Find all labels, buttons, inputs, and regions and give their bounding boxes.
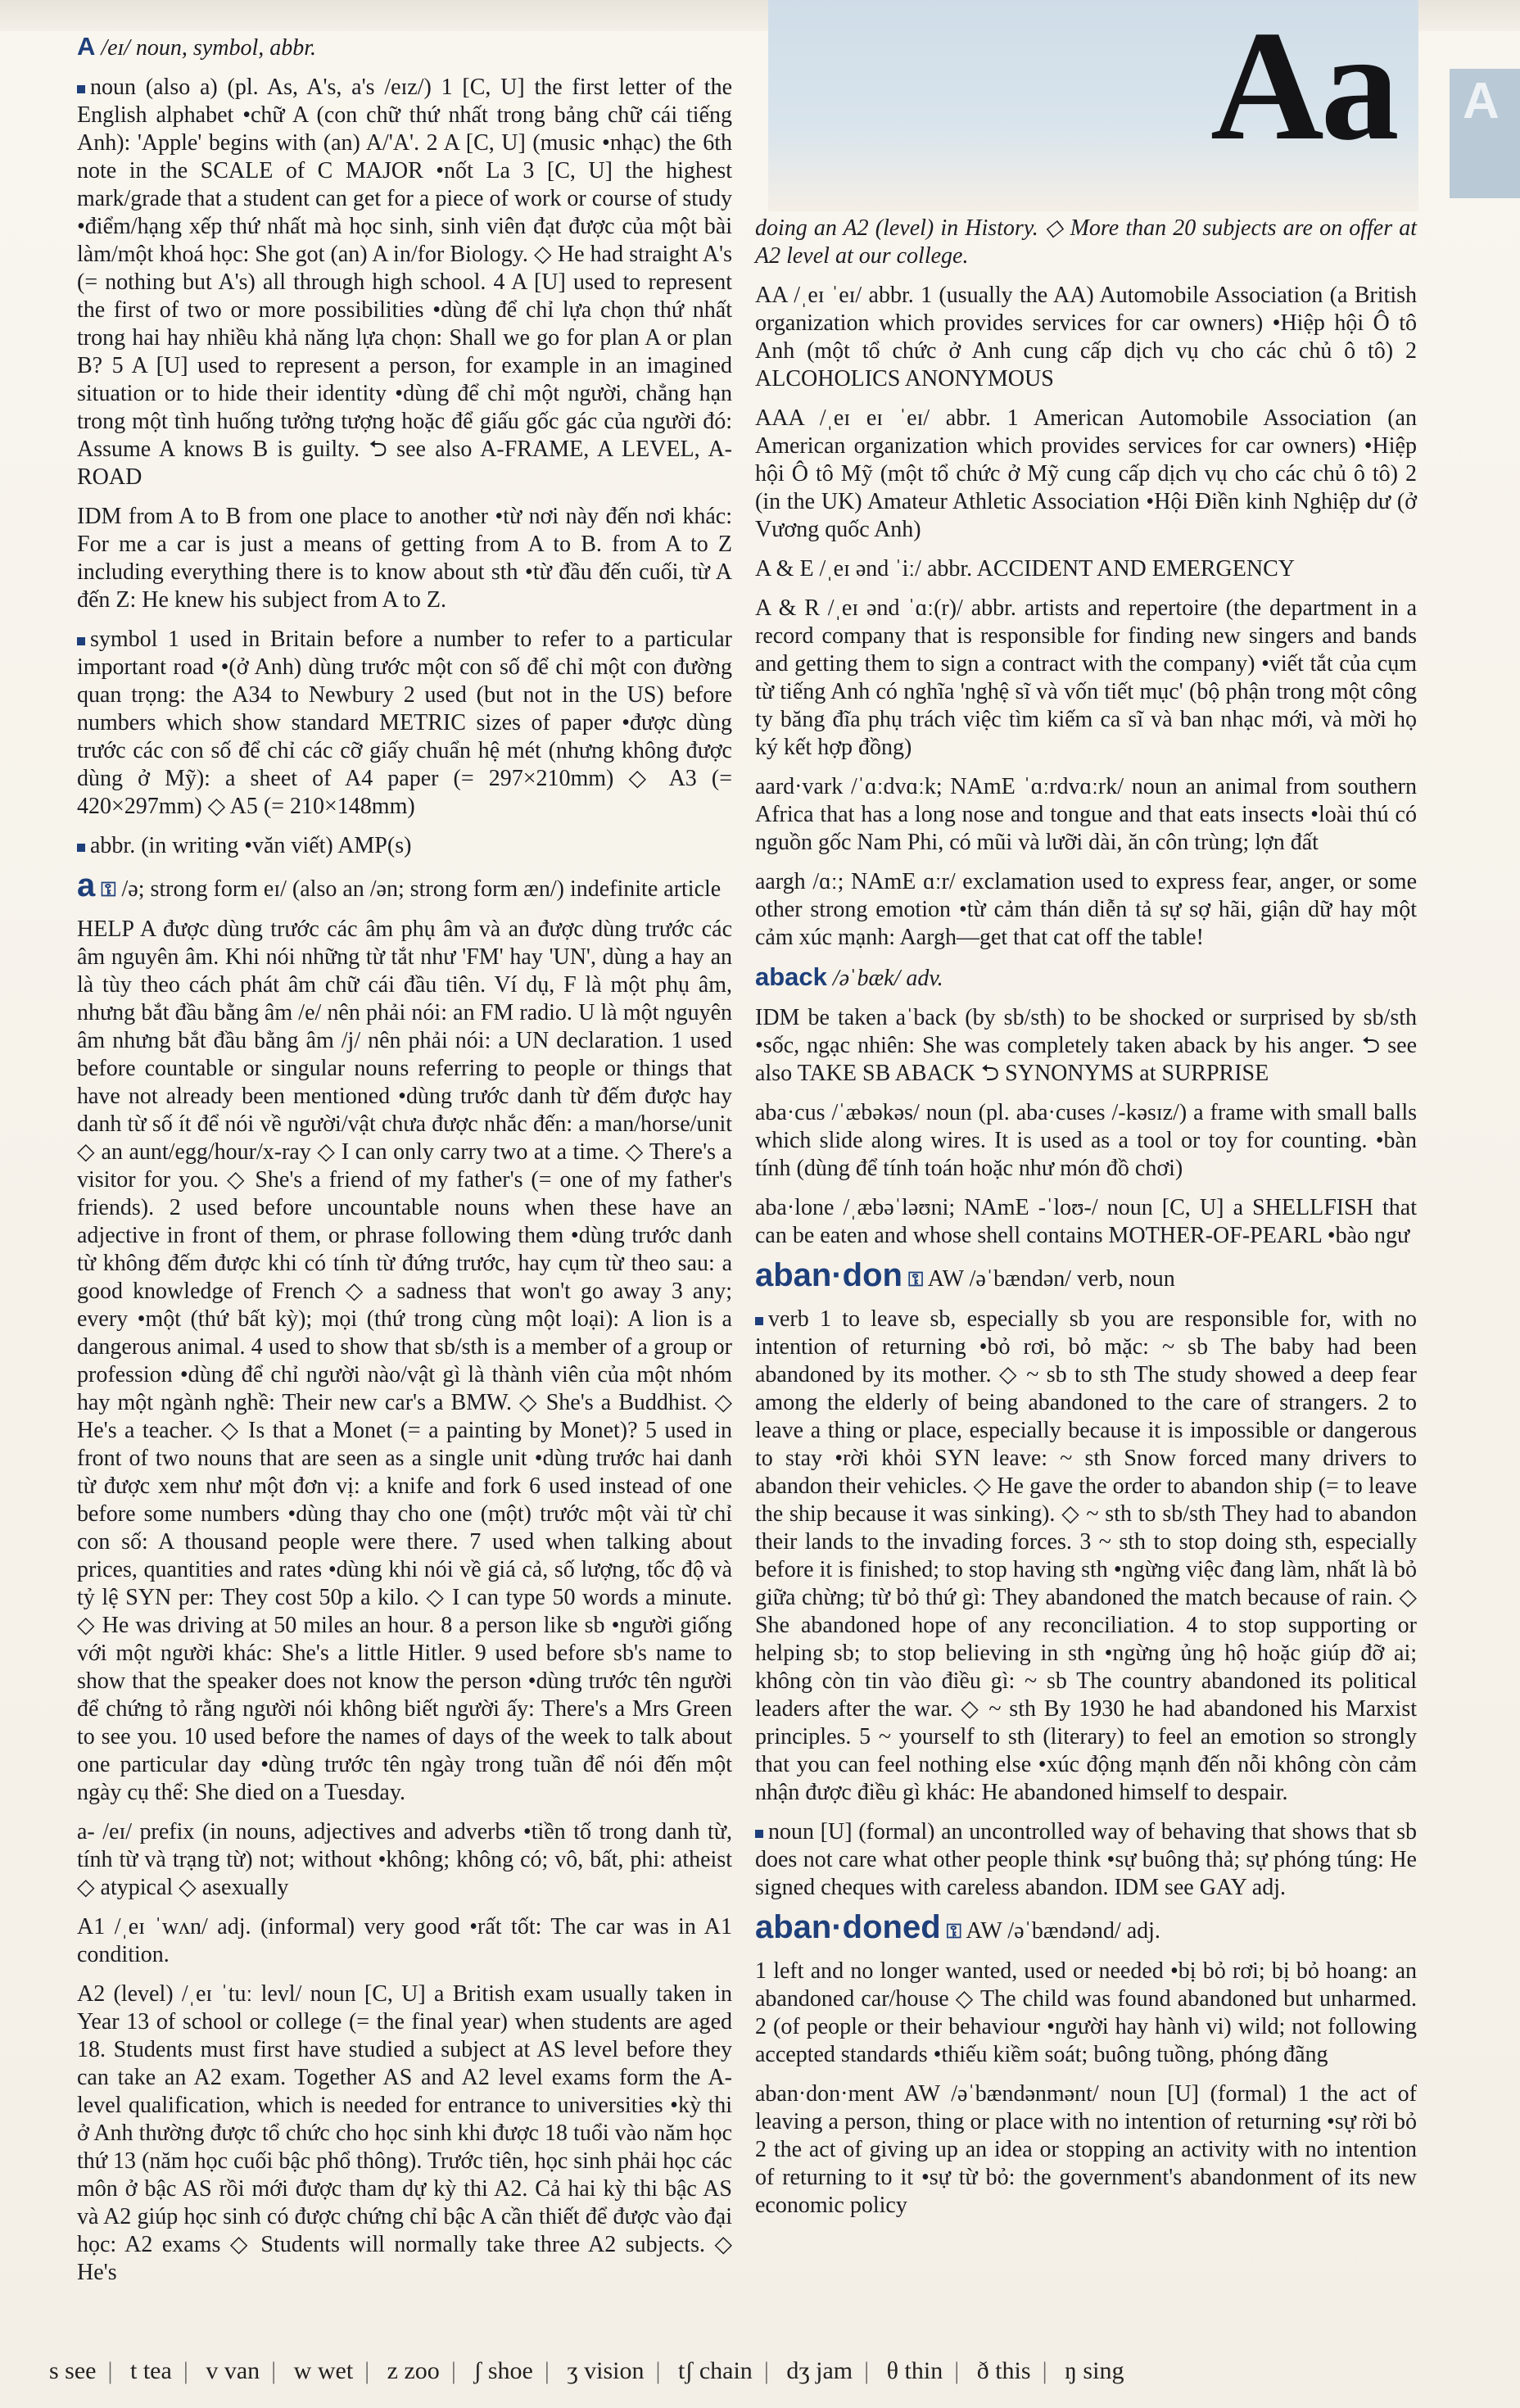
square-bullet-icon	[755, 1317, 763, 1325]
entry-text: verb 1 to leave sb, especially sb you are responsible for, with no intention of returning •bỏ rơi, bỏ mặc: ~ sb The baby had been abandoned by its mother. ◇ ~ sb to sth The study showed a deep fear among the elderly of being abandoned to the care of strangers. 2 to leave a thing or place, especially because it is impossible or dangerous to stay •rời khỏi SYN leave: ~ sth Snow forced many drivers to abandon their vehicles. ◇ He gave the order to abandon ship (= to leave the ship because it was sinking). ◇ ~ sth to sb/sth They had to abandon their lands to the invading forces. 3 ~ sth to stop doing sth, especially before it is finished; to stop having sth •ngừng việc đang làm, nhất là bỏ giữa chừng; từ bỏ thứ gì: They abandoned the match because of rain. ◇ She abandoned hope of any reconciliation. 4 to stop supporting or helping sb; to stop believing in sth •ngừng ủng hộ hoặc giúp đỡ ai; không còn tin vào điều gì: ~ sb The country abandoned its political leaders after the war. ◇ ~ sth By 1930 he had abandoned his Marxist principles. 5 ~ yourself to sth (literary) to feel an emotion so strongly that you can feel nothing else •xúc động mạnh đến nỗi không còn cảm nhận được điều gì khác: He abandoned himself to despair.	[755, 1306, 1417, 1805]
right-column	[755, 215, 1417, 2231]
entry-abandon-heading	[755, 1257, 1417, 1294]
entry-a2-continued	[755, 215, 1417, 270]
headword: a	[77, 867, 96, 903]
pron-key-w: w wet	[293, 2357, 354, 2384]
entry-article-heading	[77, 867, 732, 904]
pronunciation-key-footer	[49, 2357, 1425, 2385]
pron-key-j: dʒ jam	[786, 2357, 853, 2384]
entry-a-heading	[77, 33, 732, 62]
entry-abandon-noun	[755, 1818, 1417, 1902]
key-icon: ⚿	[946, 1921, 961, 1943]
separator: |	[1042, 2357, 1047, 2384]
entry-article-body	[77, 916, 732, 1807]
entry-text: symbol 1 used in Britain before a number to refer to a particular important road •(ở Anh) dùng trước một con số để chỉ một con đường quan trọng: the A34 to Newbury 2 used (but not in the US) before numbers which show standard METRIC sizes of paper •được dùng trước các con số để chỉ các cỡ giấy chuẩn hệ mét (nhưng không được dùng ở Mỹ): a sheet of A4 paper (= 297×210mm) ◇ A3 (= 420×297mm) ◇ A5 (= 210×148mm)	[77, 627, 732, 819]
entry-a-abbr	[77, 832, 732, 860]
entry-aaa	[755, 405, 1417, 544]
entry-pos: /ə; strong form eɪ/ (also an /ən; strong form æn/) indefinite article	[115, 876, 722, 902]
entry-abandonment	[755, 2080, 1417, 2220]
entry-aback-heading	[755, 963, 1417, 993]
entry-a-and-r	[755, 595, 1417, 762]
entry-text: IDM from A to B from one place to another •từ nơi này đến nơi khác: For me a car is just a means of getting from A to B. from A to Z including everything there is to know about sth •từ đầu đến cuối, từ A đến Z: He knew his subject from A to Z.	[77, 504, 732, 613]
separator: |	[763, 2357, 769, 2384]
key-icon: ⚿	[907, 1269, 924, 1291]
entry-text: noun (also a) (pl. As, A's, a's /eɪz/) 1 [C, U] the first letter of the English alphabet •chữ A (con chữ thứ nhất trong bảng chữ cái tiếng Anh): 'Apple' begins with (an) A/'A'. 2 A [C, U] (music •nhạc) the 6th note in the SCALE of C MAJOR •nốt La 3 [C, U] the highest mark/grade that a student can get for a piece of work or course of study •điểm/hạng xếp thứ nhất mà học sinh, sinh viên đạt được của một bài làm/một khoá học: She got (an) A in/for Biology. ◇ He had straight A's (= nothing but A's) all through high school. 4 A [U] used to represent the first of two or more possibilities •dùng để chỉ lựa chọn thứ nhất trong hai hay nhiều khả năng lựa chọn: Shall we go for plan A or plan B? 5 A [U] used to represent a person, for example in an imagined situation or to hide their identity •dùng để chỉ một người, chẳng hạn trong một tình huống tưởng tượng hoặc để giấu gốc gác của người đó: Assume A knows B is guilty. ⮌ see also A-FRAME, A LEVEL, A-ROAD	[77, 75, 732, 490]
thumb-index-letter: A	[1463, 73, 1500, 129]
separator: |	[864, 2357, 870, 2384]
headword: aban·don	[755, 1257, 902, 1293]
separator: |	[183, 2357, 188, 2384]
entry-a-idiom	[77, 503, 732, 614]
pron-key-th: θ thin	[886, 2357, 943, 2384]
entry-text: noun [U] (formal) an uncontrolled way of behaving that shows that sb does not care what other people think •sự buông thả; sự phóng túng: He signed cheques with careless abandon. IDM see GAY adj.	[755, 1819, 1417, 1900]
entry-text: aargh /ɑː; NAmE ɑːr/ exclamation used to express fear, anger, or some other strong emotion •từ cảm thán diễn tả sự sợ hãi, giận dữ hay một cảm xúc mạnh: Aargh—get that cat off the table!	[755, 869, 1417, 950]
entry-aargh	[755, 868, 1417, 952]
entry-text: aban·don·ment AW /əˈbændənmənt/ noun [U] (formal) 1 the act of leaving a person, thing or place with no intention of returning •sự rời bỏ 2 the act of giving up an idea or stopping an activity with no intention of returning to it •sự từ bỏ: the government's abandonment of its new economic policy	[755, 2081, 1417, 2218]
pron-key-ch: tʃ chain	[678, 2357, 753, 2384]
entry-text: HELP A được dùng trước các âm phụ âm và an được dùng trước các âm nguyên âm. Khi nói những từ tắt như 'FM' hay 'UN', dùng a hay an là tùy theo cách phát âm chữ cái đầu tiên. Ví dụ, F là một phụ âm, nhưng bắt đầu bằng âm /e/ nên phải nói: an FM radio. U là một nguyên âm nhưng bắt đầu bằng âm /j/ nên phải nói: a UN declaration. 1 used before countable or singular nouns referring to people or things that have not already been mentioned •dùng trước danh từ đếm được hay danh từ số ít để nói về người/vật chưa được nhắc đến: a man/horse/unit ◇ an aunt/egg/hour/x-ray ◇ I can only carry two at a time. ◇ There's a visitor for you. ◇ She's a friend of my father's (= one of my father's friends). 2 used before uncountable nouns when these have an adjective in front of them, or phrase following them •dùng trước danh từ không đếm được khi có tính từ đứng trước, hay cụm từ theo sau: a good knowledge of French ◇ a sadness that won't go away 3 any; every •một (thứ bất kỳ); mọi (thứ trong cùng một loại): A lion is a dangerous animal. 4 used to show that sb/sth is a member of a group or profession •dùng để chỉ người nào/vật gì là thành viên của một nhóm hay một ngành nghề: Their new car's a BMW. ◇ She's a Buddhist. ◇ He's a teacher. ◇ Is that a Monet (= a painting by Monet)? 5 used in front of two nouns that are seen as a single unit •dùng trước hai danh từ được xem như một đơn vị: a knife and fork 6 used instead of one before some numbers •dùng thay cho one (một) trước một vài từ chỉ con số: A thousand people were there. 7 used when talking about prices, quantities and rates •dùng khi nói về giá cả, số lượng, tốc độ và tỷ lệ SYN per: They cost 50p a kilo. ◇ I can type 50 words a minute. ◇ He was driving at 50 miles an hour. 8 a person like sb •người giống với một người khác: She's a little Hitler. 9 used before sb's name to show that the speaker does not know the person •dùng trước tên người để chứng tỏ rằng người nói không biết người ấy: There's a Mrs Green to see you. 10 used before the names of days of the week to talk about one particular day •dùng trước tên ngày trong tuần để nói đến một ngày cụ thể: She died on a Tuesday.	[77, 917, 732, 1805]
entry-text: AA /ˌeɪ ˈeɪ/ abbr. 1 (usually the AA) Automobile Association (a British organization which provides services for car owners) •Hiệp hội Ô tô Anh (một tổ chức ở Anh cung cấp dịch vụ cho các chủ ô tô) 2 ALCOHOLICS ANONYMOUS	[755, 283, 1417, 392]
entry-text: IDM be taken aˈback (by sb/sth) to be shocked or surprised by sb/sth •sốc, ngạc nhiên: She was completely taken aback by his anger. ⮌ see also TAKE SB ABACK ⮌ SYNONYMS at SURPRISE	[755, 1005, 1417, 1086]
pron-key-t: t tea	[130, 2357, 172, 2384]
entry-pos: /əˈbæk/ adv.	[826, 966, 943, 991]
entry-a-noun	[77, 74, 732, 491]
entry-text: 1 left and no longer wanted, used or needed •bị bỏ rơi; bị bỏ hoang: an abandoned car/house ◇ The child was found abandoned but unharmed. 2 (of people or their behaviour •người hay hành vi) wild; not following accepted standards •thiếu kiềm soát; buông tuồng, phóng đãng	[755, 1958, 1417, 2067]
entry-text: A2 (level) /ˌeɪ ˈtuː levl/ noun [C, U] a British exam usually taken in Year 13 of school or college (= the final year) when students are aged 18. Students must first have studied a subject at AS level before they can take an A2 exam. Together AS and A2 level exams form the A-level qualification, which is needed for entrance to universities •kỳ thi ở Anh thường được tổ chức cho học sinh khi được 18 tuổi vào năm học thứ 13 (năm học cuối bậc phổ thông). Trước tiên, học sinh phải học các môn ở bậc AS rồi mới được tham dự kỳ thi A2. Cả hai kỳ thi bậc AS và A2 giúp học sinh có được chứng chỉ bậc A cần thiết để được vào đại học: A2 exams ◇ Students will normally take three A2 subjects. ◇ He's	[77, 1981, 732, 2285]
separator: |	[655, 2357, 661, 2384]
entry-abalone	[755, 1194, 1417, 1250]
entry-text: aba·cus /ˈæbəkəs/ noun (pl. aba·cuses /-kəsɪz/) a frame with small balls which slide along wires. It is used as a tool or toy for counting. •bàn tính (dùng để tính toán hoặc như món đồ chơi)	[755, 1100, 1417, 1181]
left-column	[77, 33, 732, 2298]
entry-text: aba·lone /ˌæbəˈləʊni; NAmE -ˈloʊ-/ noun [C, U] a SHELLFISH that can be eaten and whose shell contains MOTHER-OF-PEARL •bào ngư	[755, 1195, 1417, 1248]
square-bullet-icon	[77, 85, 85, 93]
headword: A	[77, 32, 96, 61]
entry-pos: AW /əˈbændənd/ adj.	[961, 1918, 1160, 1944]
entry-text: AAA /ˌeɪ eɪ ˈeɪ/ abbr. 1 American Automobile Association (an American organization which provides services for car owners) •Hiệp hội Ô tô Mỹ (một tổ chức ở Mỹ cung cấp dịch vụ cho các chủ ô tô) 2 (in the UK) Amateur Athletic Association •Hội Điền kinh Nghiệp dư (ở Vương quốc Anh)	[755, 405, 1417, 542]
entry-a-prefix	[77, 1818, 732, 1902]
entry-abandoned-body	[755, 1958, 1417, 2069]
pron-key-v: v van	[206, 2357, 260, 2384]
entry-text: aard·vark /ˈɑːdvɑːk; NAmE ˈɑːrdvɑːrk/ noun an animal from southern Africa that has a long nose and tongue and that eats insects •loài thú có nguồn gốc Nam Phi, có mũi và lưỡi dài, ăn côn trùng; lợn đất	[755, 774, 1417, 855]
pron-key-ng: ŋ sing	[1065, 2357, 1124, 2384]
separator: |	[364, 2357, 370, 2384]
entry-aback-idiom	[755, 1004, 1417, 1088]
entry-aardvark	[755, 773, 1417, 857]
separator: |	[271, 2357, 277, 2384]
entry-text: doing an A2 (level) in History. ◇ More than 20 subjects are on offer at A2 level at our college.	[755, 215, 1417, 269]
separator: |	[107, 2357, 113, 2384]
entry-pos: /eɪ/ noun, symbol, abbr.	[95, 35, 317, 61]
pron-key-zh: ʒ vision	[567, 2357, 645, 2384]
square-bullet-icon	[755, 1830, 763, 1838]
entry-a-symbol	[77, 626, 732, 821]
entry-abacus	[755, 1099, 1417, 1183]
entry-text: a- /eɪ/ prefix (in nouns, adjectives and adverbs •tiền tố trong danh từ, tính từ và trạng từ) not; without •không; không có; vô, bất, phi: atheist ◇ atypical ◇ asexually	[77, 1819, 732, 1900]
entry-a-and-e	[755, 555, 1417, 583]
entry-abandon-verb	[755, 1306, 1417, 1807]
entry-text: A1 /ˌeɪ ˈwʌn/ adj. (informal) very good •rất tốt: The car was in A1 condition.	[77, 1914, 732, 1967]
entry-a2-level	[77, 1980, 732, 2287]
pron-key-sh: ʃ shoe	[473, 2357, 533, 2384]
entry-pos: AW /əˈbændən/ verb, noun	[923, 1266, 1175, 1292]
key-icon: ⚿	[101, 879, 116, 901]
pron-key-s: s see	[49, 2357, 97, 2384]
entry-a1	[77, 1913, 732, 1969]
separator: |	[450, 2357, 456, 2384]
entry-text: abbr. (in writing •văn viết) AMP(s)	[90, 833, 412, 858]
separator: |	[954, 2357, 960, 2384]
pron-key-z: z zoo	[387, 2357, 440, 2384]
headword: aban·doned	[755, 1909, 941, 1945]
square-bullet-icon	[77, 637, 85, 645]
pron-key-dh: ð this	[976, 2357, 1031, 2384]
entry-text: A & E /ˌeɪ ənd ˈiː/ abbr. ACCIDENT AND EMERGENCY	[755, 556, 1295, 582]
section-letter-heading: Aa	[1210, 0, 1396, 173]
headword: aback	[755, 962, 827, 991]
entry-text: A & R /ˌeɪ ənd ˈɑː(r)/ abbr. artists and repertoire (the department in a record company that is responsible for finding new singers and bands and getting them to sign a contract with the company) •viết tắt của cụm từ tiếng Anh có nghĩa 'nghệ sĩ và vốn tiết mục' (bộ phận trong một công ty băng đĩa phụ trách việc tìm kiếm ca sĩ và ban nhạc mới, và mời họ ký kết hợp đồng)	[755, 595, 1417, 760]
entry-aa	[755, 282, 1417, 393]
separator: |	[544, 2357, 550, 2384]
entry-abandoned-heading	[755, 1909, 1417, 1946]
square-bullet-icon	[77, 844, 85, 852]
